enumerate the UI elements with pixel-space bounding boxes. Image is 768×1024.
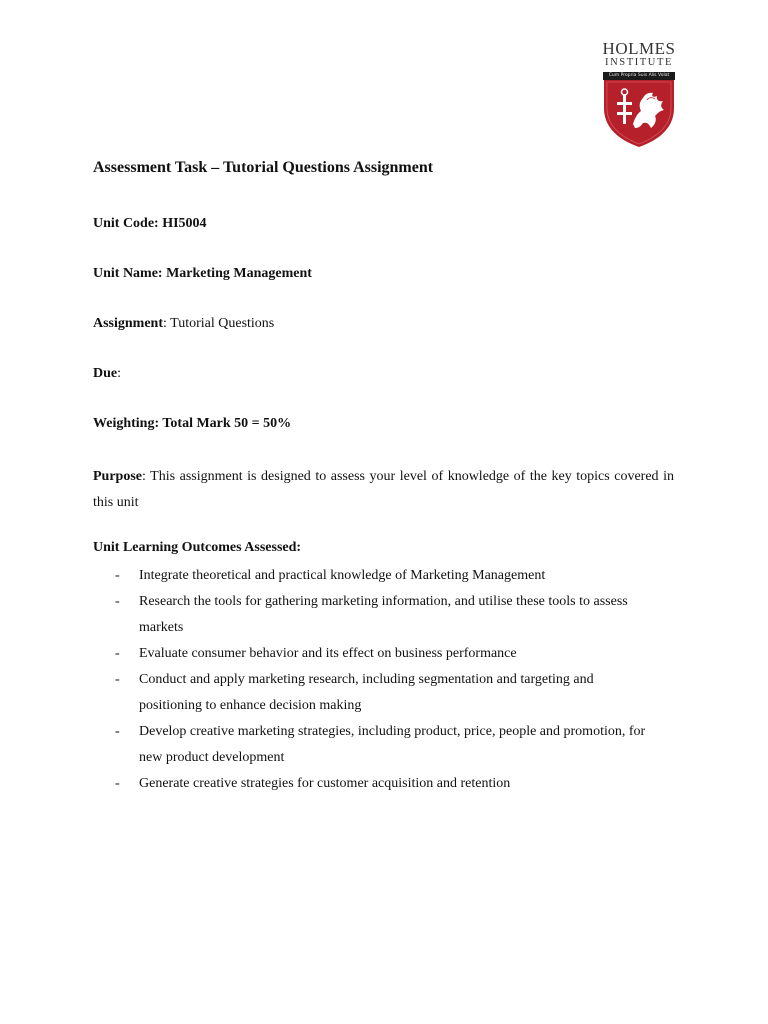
logo-motto: Cum Propria Suis Alis Volat: [603, 72, 675, 80]
list-dash: -: [115, 672, 120, 687]
outcomes-list: [93, 563, 653, 797]
logo-subtitle: INSTITUTE: [604, 57, 674, 68]
due-value: :: [117, 366, 122, 381]
assignment-value: : Tutorial Questions: [163, 316, 275, 331]
list-item: [93, 771, 653, 797]
list-item-text: Conduct and apply marketing research, including segmentation and targeting and positioning to enhance decision making: [139, 672, 594, 713]
list-dash: -: [115, 724, 120, 739]
list-item-text: Integrate theoretical and practical knowledge of Marketing Management: [139, 568, 546, 583]
list-dash: -: [115, 646, 120, 661]
outcomes-heading: Unit Learning Outcomes Assessed:: [93, 540, 302, 555]
unit-name: Unit Name: Marketing Management: [93, 266, 312, 281]
list-item: [93, 589, 653, 641]
page-title: Assessment Task – Tutorial Questions Assignment: [93, 159, 434, 176]
unit-code: Unit Code: HI5004: [93, 216, 207, 231]
assignment-field: [93, 314, 274, 334]
list-item-text: Evaluate consumer behavior and its effect on business performance: [139, 646, 517, 661]
purpose-label: Purpose: [93, 469, 142, 484]
list-dash: -: [115, 594, 120, 609]
due-field: [93, 364, 121, 384]
list-item-text: Generate creative strategies for customer acquisition and retention: [139, 776, 511, 791]
list-dash: -: [115, 568, 120, 583]
due-label: Due: [93, 366, 118, 381]
list-item: [93, 667, 653, 719]
list-item-text: Research the tools for gathering marketing information, and utilise these tools to assess markets: [139, 594, 628, 635]
list-item-text: Develop creative marketing strategies, including product, price, people and promotion, for new product development: [139, 724, 646, 765]
list-item: [93, 563, 653, 589]
weighting: Weighting: Total Mark 50 = 50%: [93, 416, 292, 431]
purpose-text: : This assignment is designed to assess your level of knowledge of the key topics covered in this unit: [93, 469, 674, 510]
list-dash: -: [115, 776, 120, 791]
griffin-shield-icon: [603, 80, 675, 148]
assignment-label: Assignment: [93, 316, 164, 331]
purpose-paragraph: [93, 464, 674, 516]
list-item: [93, 641, 653, 667]
holmes-institute-logo: [600, 40, 678, 148]
list-item: [93, 719, 653, 771]
logo-wordmark: HOLMES: [602, 39, 676, 58]
